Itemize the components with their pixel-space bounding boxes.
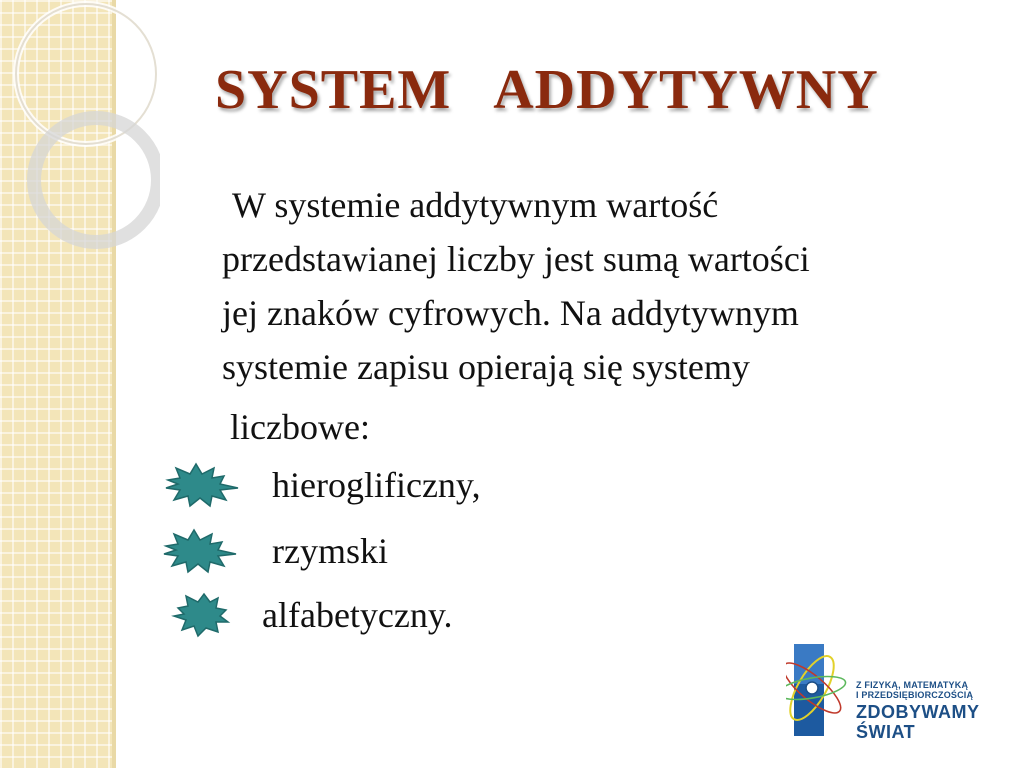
paragraph-line: liczbowe: bbox=[230, 407, 370, 447]
paragraph-line: systemie zapisu opierają się systemy bbox=[222, 347, 750, 387]
bullet-label: alfabetyczny. bbox=[262, 595, 453, 635]
star-burst-icon bbox=[162, 526, 242, 576]
bullet-item bbox=[162, 526, 562, 576]
decorative-rings bbox=[0, 0, 160, 260]
bullet-label: rzymski bbox=[272, 531, 388, 571]
slide-title: SYSTEM ADDYTYWNY bbox=[215, 59, 879, 121]
logo-text-line: I PRZEDSIĘBIORCZOŚCIĄ bbox=[856, 690, 974, 700]
paragraph-line: W systemie addytywnym wartość bbox=[232, 185, 719, 225]
star-burst-icon bbox=[170, 590, 250, 640]
bullet-item bbox=[164, 460, 564, 510]
logo-text-line: Z FIZYKĄ, MATEMATYKĄ bbox=[856, 680, 969, 690]
paragraph-line: jej znaków cyfrowych. Na addytywnym bbox=[222, 293, 799, 333]
logo-title: ŚWIAT bbox=[856, 722, 916, 742]
project-logo bbox=[786, 626, 1006, 746]
logo-title: ZDOBYWAMY bbox=[856, 702, 980, 722]
bullet-label: hieroglificzny, bbox=[272, 465, 481, 505]
body-paragraph bbox=[222, 178, 992, 454]
star-burst-icon bbox=[164, 460, 244, 510]
bullet-item bbox=[170, 590, 570, 640]
paragraph-line: przedstawianej liczby jest sumą wartości bbox=[222, 239, 810, 279]
atom-logo-icon bbox=[786, 626, 856, 746]
